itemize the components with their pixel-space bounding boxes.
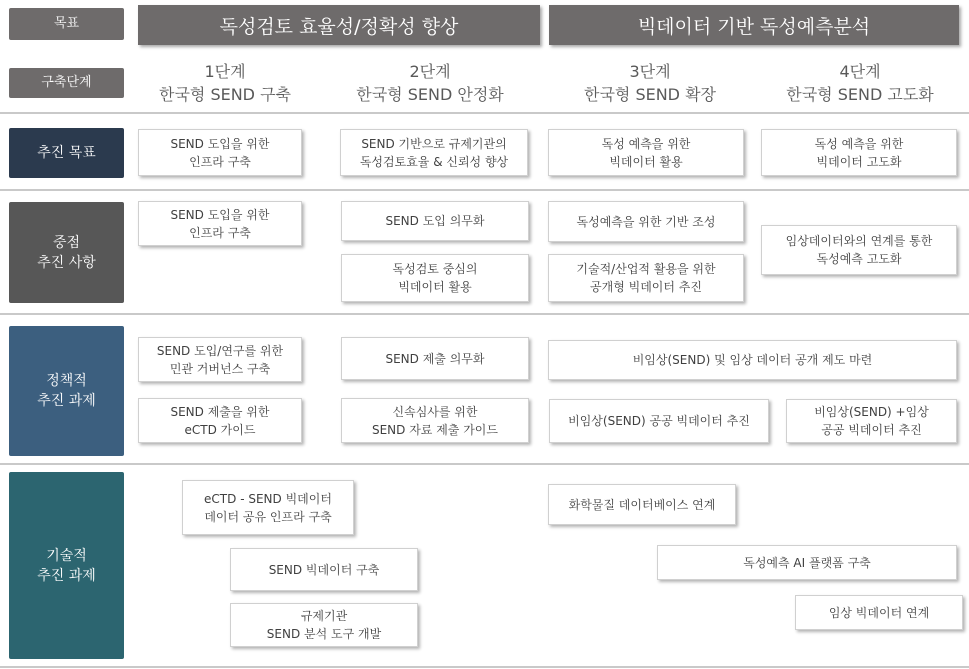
priority-6-line1: 임상데이터와의 연계를 통한 [785,234,933,248]
tech-5-line1: 독성예측 AI 플랫폼 구축 [743,555,871,570]
objective-3-line1: 독성 예측을 위한 [601,136,691,151]
objective-box-1 [138,129,302,176]
priority-6-line2: 독성예측 고도화 [816,252,902,266]
tech-2-line1: SEND 빅데이터 구축 [268,562,380,577]
stage-4-number: 4단계 [839,62,881,81]
objective-4-line2: 빅데이터 고도화 [816,154,902,169]
stage-3-heading [560,60,740,106]
tech-box-6 [795,595,963,630]
objective-1-line1: SEND 도입을 위한 [170,136,270,151]
stage-4-name: 한국형 SEND 고도화 [786,85,934,104]
tech-box-3 [230,603,418,647]
policy-2-line2: eCTD 가이드 [184,422,256,437]
policy-5-line1: 비임상(SEND) 및 임상 데이터 공개 제도 마련 [632,353,873,367]
tech-label-line2: 추진 과제 [37,567,96,584]
objective-4-line1: 독성 예측을 위한 [814,136,904,151]
tech-1-line1: eCTD - SEND 빅데이터 [204,491,332,506]
tech-3-line2: SEND 분석 도구 개발 [266,627,382,641]
policy-box-2 [138,398,302,443]
stage-2-number: 2단계 [409,62,451,81]
stage-3-number: 3단계 [629,62,671,81]
objective-label-text: 추진 목표 [37,145,96,161]
policy-box-1 [138,337,302,382]
tech-4-line1: 화학물질 데이터베이스 연계 [568,497,716,512]
stage-row-label [9,68,124,98]
policy-2-line1: SEND 제출을 위한 [170,404,270,419]
policy-box-5 [548,340,957,380]
policy-4-line1: 신속심사를 위한 [392,404,478,419]
priority-box-5 [548,254,744,302]
tech-1-line2: 데이터 공유 인프라 구축 [204,509,332,524]
divider-bottom [0,666,969,668]
policy-4-line2: SEND 자료 제출 가이드 [371,422,498,437]
policy-7-line1: 비임상(SEND) +임상 [814,405,929,419]
priority-box-4 [548,201,744,242]
policy-label-line2: 추진 과제 [37,393,96,409]
divider-policy [0,463,969,465]
tech-box-5 [657,545,957,580]
stage-label-text: 구축단계 [41,75,92,90]
priority-label-line2: 추진 사항 [37,254,96,271]
goal-left-text: 독성검토 효율성/정확성 향상 [219,15,459,38]
objective-box-3 [548,129,744,176]
policy-1-line2: 민관 거버넌스 구축 [169,361,271,376]
goal-banner-right [549,5,959,45]
policy-1-line1: SEND 도입/연구를 위한 [156,343,284,358]
priority-5-line2: 공개형 빅데이터 추진 [590,280,702,294]
priority-1-line1: SEND 도입을 위한 [170,207,270,222]
stage-4-heading [770,60,950,106]
priority-box-3 [341,254,529,302]
divider-top [0,112,969,114]
priority-row-label [9,202,124,303]
policy-3-line1: SEND 제출 의무화 [385,351,485,366]
tech-6-line1: 임상 빅데이터 연계 [828,605,930,620]
objective-2-line1: SEND 기반으로 규제기관의 [361,136,507,151]
stage-1-number: 1단계 [204,62,246,81]
goal-row-label [9,8,124,40]
goal-banner-left [138,5,540,45]
objective-3-line2: 빅데이터 활용 [609,154,683,169]
priority-4-line1: 독성예측을 위한 기반 조성 [576,214,716,229]
policy-box-6 [549,399,769,443]
priority-box-1 [138,201,302,246]
objective-2-line2: 독성검토효율 & 신뢰성 향상 [359,154,509,169]
objective-1-line2: 인프라 구축 [189,154,251,169]
tech-3-line1: 규제기관 [300,609,348,623]
policy-box-3 [341,337,529,380]
tech-box-1 [182,480,354,535]
tech-box-4 [548,484,736,525]
stage-2-name: 한국형 SEND 안정화 [356,85,504,104]
priority-label-line1: 중점 [52,234,81,251]
policy-7-line2: 공공 빅데이터 추진 [821,423,922,437]
priority-3-line2: 빅데이터 활용 [398,280,472,294]
tech-box-2 [230,548,418,591]
tech-row-label [9,472,124,659]
divider-priority [0,313,969,315]
policy-row-label [9,326,124,456]
policy-box-7 [786,399,957,443]
tech-label-line1: 기술적 [46,547,87,564]
objective-box-4 [761,129,957,176]
priority-2-line1: SEND 도입 의무화 [385,214,485,228]
goal-right-text: 빅데이터 기반 독성예측분석 [637,15,871,38]
policy-6-line1: 비임상(SEND) 공공 빅데이터 추진 [568,414,750,428]
priority-3-line1: 독성검토 중심의 [392,262,478,276]
divider-objective [0,189,969,191]
stage-2-heading [340,60,520,106]
priority-1-line2: 인프라 구축 [189,225,251,240]
stage-1-heading [140,60,310,106]
stage-1-name: 한국형 SEND 구축 [158,85,291,104]
stage-3-name: 한국형 SEND 확장 [583,85,716,104]
priority-box-2 [341,201,529,241]
policy-label-line1: 정책적 [46,373,87,389]
priority-5-line1: 기술적/산업적 활용을 위한 [576,262,716,276]
goal-label-text: 목표 [53,16,80,31]
policy-box-4 [341,398,529,443]
priority-box-6 [761,225,957,275]
objective-box-2 [340,129,528,176]
objective-row-label [9,128,124,178]
